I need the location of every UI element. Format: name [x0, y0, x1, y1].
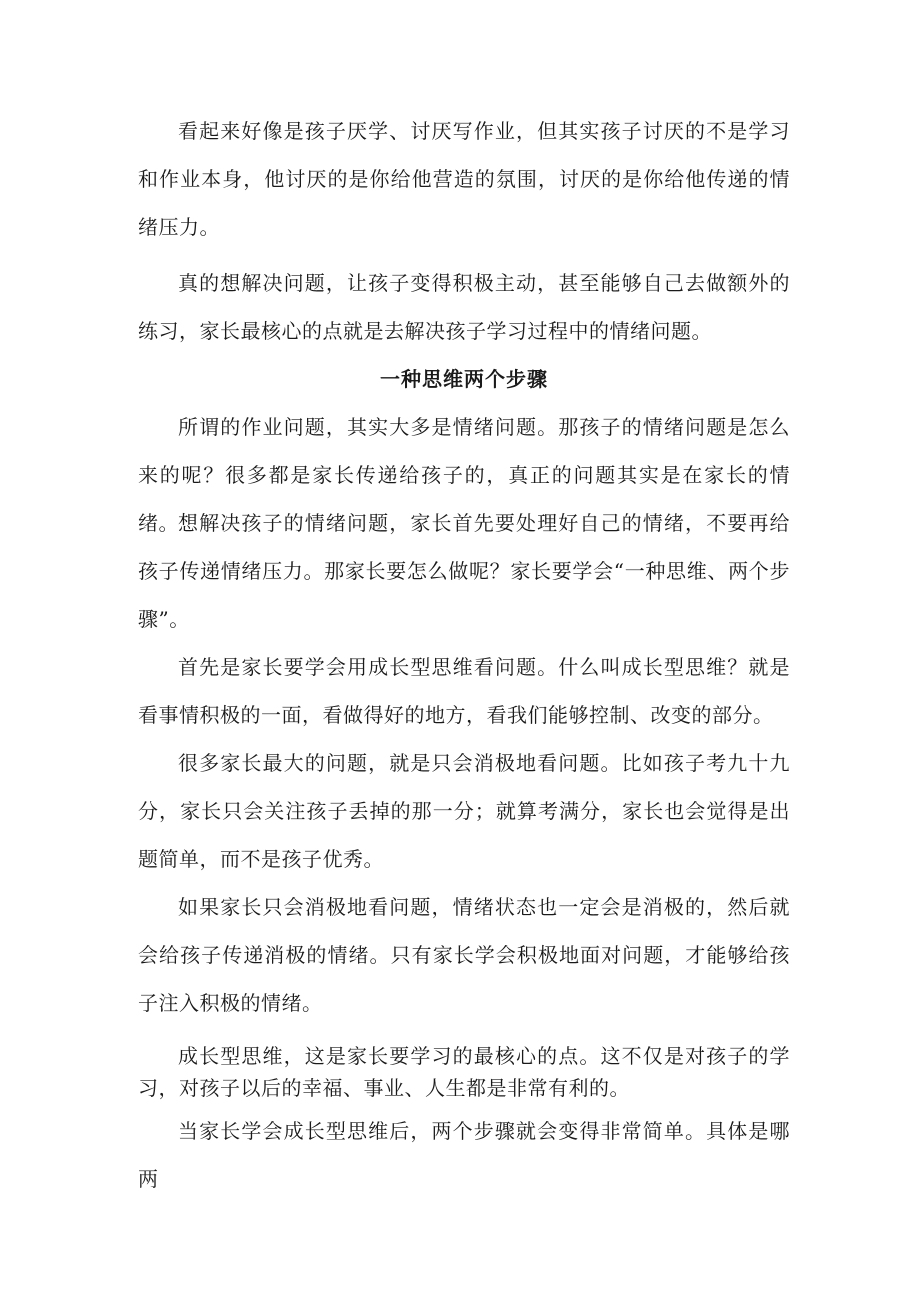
paragraph-6: 很多家长最大的问题，就是只会消极地看问题。比如孩子考九十九分，家长只会关注孩子丢掉的那一分；就算考满分，家长也会觉得是出题简单，而不是孩子优秀。 — [138, 751, 790, 871]
paragraph-9: 当家长学会成长型思维后，两个步骤就会变得非常简单。具体是哪两 — [138, 1119, 790, 1191]
paragraph-8: 成长型思维，这是家长要学习的最核心的点。这不仅是对孩子的学习，对孩子以后的幸福、事业、人生都是非常有利的。 — [138, 1044, 790, 1100]
paragraph-4: 想解决孩子的情绪问题，家长首先要处理好自己的情绪，不要再给孩子传递情绪压力。那家长要怎么做呢？家长要学会“一种思维、两个步骤”。 — [138, 511, 790, 631]
paragraph-5: 首先是家长要学会用成长型思维看问题。什么叫成长型思维？就是看事情积极的一面，看做得好的地方，看我们能够控制、改变的部分。 — [138, 655, 790, 727]
paragraph-1: 看起来好像是孩子厌学、讨厌写作业，但其实孩子讨厌的不是学习和作业本身，他讨厌的是你给他营造的氛围，讨厌的是你给他传递的情绪压力。 — [138, 119, 790, 239]
section-heading: 一种思维两个步骤 — [380, 367, 548, 391]
paragraph-2: 真的想解决问题，让孩子变得积极主动，甚至能够自己去做额外的练习，家长最核心的点就是去解决孩子学习过程中的情绪问题。 — [138, 271, 790, 343]
paragraph-7: 如果家长只会消极地看问题，情绪状态也一定会是消极的，然后就会给孩子传递消极的情绪。只有家长学会积极地面对问题，才能够给孩子注入积极的情绪。 — [138, 895, 790, 1015]
paragraph-3: 所谓的作业问题，其实大多是情绪问题。那孩子的情绪问题是怎么来的呢？很多都是家长传递给孩子的，真正的问题其实是在家长的情绪。 — [138, 415, 790, 535]
